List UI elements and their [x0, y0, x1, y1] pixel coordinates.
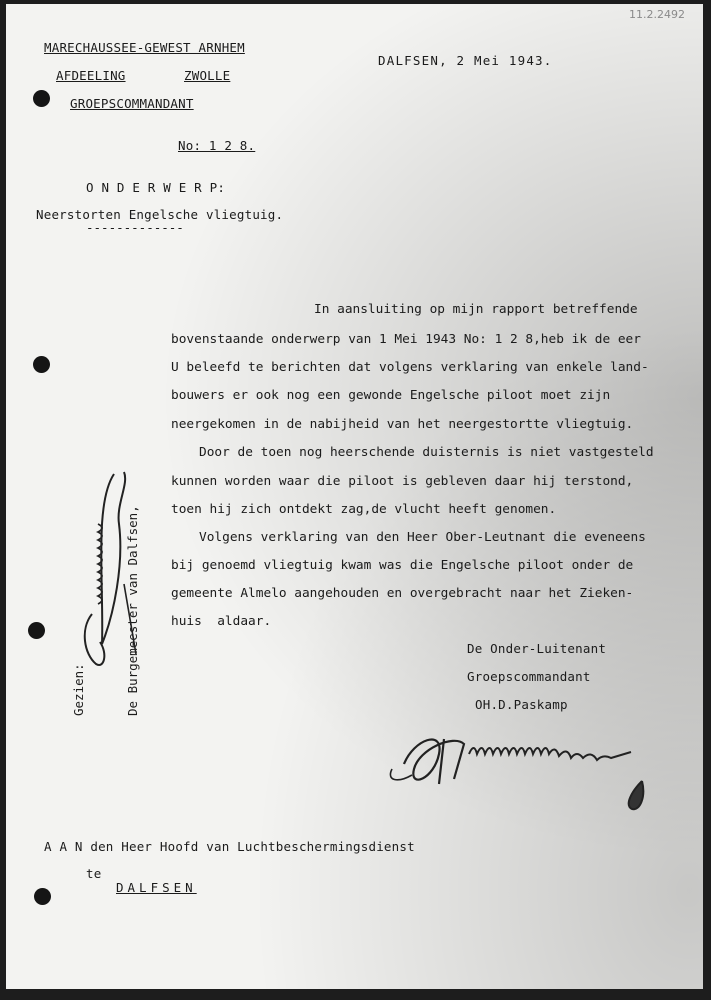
- signer-title: Groepscommandant: [467, 669, 591, 684]
- body-line: Door de toen nog heerschende duisternis is niet vastgesteld: [199, 445, 654, 460]
- letterhead-line-3: GROEPSCOMMANDANT: [70, 96, 194, 111]
- body-line: Volgens verklaring van den Heer Ober-Leutnant die eveneens: [199, 530, 646, 545]
- document-page: [6, 4, 703, 989]
- mayor-signature-image: [74, 464, 144, 684]
- punch-hole: [34, 888, 51, 905]
- body-line: neergekomen in de nabijheid van het neergestortte vliegtuig.: [171, 417, 634, 432]
- addressee-line-1: A A N den Heer Hoofd van Luchtbeschermingsdienst: [44, 839, 415, 854]
- letterhead-line-1: MARECHAUSSEE-GEWEST ARNHEM: [44, 40, 245, 55]
- subject-label: O N D E R W E R P:: [86, 180, 226, 195]
- addressee-place: DALFSEN: [116, 880, 197, 895]
- subject-rule: -------------: [86, 220, 184, 235]
- punch-hole: [33, 356, 50, 373]
- body-line: In aansluiting op mijn rapport betreffende: [314, 302, 638, 317]
- body-line: huis aldaar.: [171, 614, 272, 629]
- body-line: bij genoemd vliegtuig kwam was die Engelsche piloot onder de: [171, 558, 634, 573]
- signature-image: [384, 709, 684, 819]
- body-line: bovenstaande onderwerp van 1 Mei 1943 No: 1 2 8,heb ik de eer: [171, 332, 641, 347]
- addressee-line-2: te: [86, 866, 102, 881]
- place-date: DALFSEN, 2 Mei 1943.: [378, 53, 553, 68]
- margin-note-line-1: Gezien:: [71, 663, 86, 716]
- letterhead-line-2-left: AFDEELING: [56, 68, 126, 83]
- body-line: toen hij zich ontdekt zag,de vlucht heeft genomen.: [171, 502, 557, 517]
- archive-reference: 11.2.2492: [629, 8, 685, 21]
- signer-name: OH.D.Paskamp: [475, 697, 568, 712]
- body-line: kunnen worden waar die piloot is gebleven daar hij terstond,: [171, 474, 634, 489]
- reference-number: No: 1 2 8.: [178, 138, 256, 153]
- body-line: gemeente Almelo aangehouden en overgebracht naar het Zieken-: [171, 586, 634, 601]
- punch-hole: [33, 90, 50, 107]
- signer-rank: De Onder-Luitenant: [467, 641, 607, 656]
- margin-note-line-2: De Burgemeester van Dalfsen,: [125, 505, 140, 716]
- body-line: U beleefd te berichten dat volgens verklaring van enkele land-: [171, 360, 649, 375]
- body-line: bouwers er ook nog een gewonde Engelsche piloot moet zijn: [171, 388, 611, 403]
- letterhead-line-2-right: ZWOLLE: [184, 68, 231, 83]
- subject-value: Neerstorten Engelsche vliegtuig.: [36, 207, 284, 222]
